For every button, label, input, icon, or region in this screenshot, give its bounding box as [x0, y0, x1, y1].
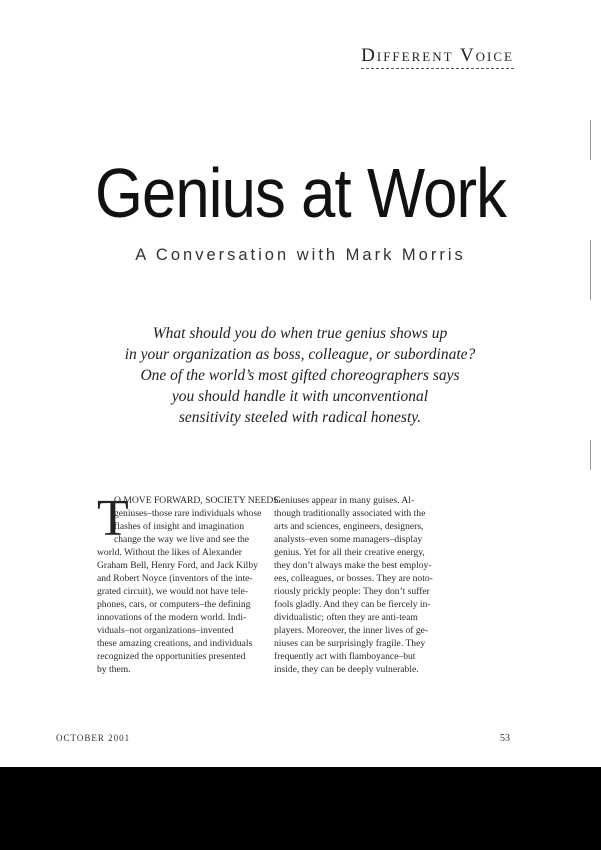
body-column-left — [97, 490, 279, 676]
body-line: recognized the opportunities presented — [97, 651, 246, 662]
body-line: ees, colleagues, or bosses. They are noto- — [274, 573, 433, 584]
body-line: grated circuit), we would not have tele- — [97, 586, 249, 597]
scan-shadow-bar — [0, 767, 601, 850]
body-line: riously prickly people: They don’t suffer — [274, 586, 430, 597]
body-line: geniuses–those rare individuals whose — [114, 508, 262, 519]
article-deck — [40, 323, 560, 428]
page-number: 53 — [500, 733, 510, 744]
body-line: change the way we live and see the — [114, 534, 250, 545]
body-line: Graham Bell, Henry Ford, and Jack Kilby — [97, 560, 258, 571]
body-line: though traditionally associated with the — [274, 508, 426, 519]
body-line: phones, cars, or computers–the defining — [97, 599, 251, 610]
body-line: Geniuses appear in many guises. Al- — [274, 495, 415, 506]
scan-edge-mark — [590, 240, 591, 300]
body-line: niuses can be surprisingly fragile. They — [274, 638, 426, 649]
body-line: innovations of the modern world. Indi- — [97, 612, 247, 623]
article-title: Genius at Work — [94, 154, 507, 232]
body-line: these amazing creations, and individuals — [97, 638, 253, 649]
section-label: Different Voice — [361, 45, 514, 69]
issue-date: OCTOBER 2001 — [56, 733, 131, 743]
body-line: O MOVE FORWARD, SOCIETY NEEDS — [114, 495, 279, 506]
drop-cap: T — [97, 490, 129, 547]
scan-edge-mark — [590, 120, 591, 160]
body-line: arts and sciences, engineers, designers, — [274, 521, 424, 532]
deck-line: you should handle it with unconventional — [171, 388, 429, 405]
body-line: by them. — [97, 664, 131, 675]
deck-line: One of the world’s most gifted choreographers says — [140, 367, 460, 384]
deck-line: sensitivity steeled with radical honesty. — [178, 409, 422, 426]
scan-edge-mark — [590, 440, 591, 470]
body-line: and Robert Noyce (inventors of the inte- — [97, 573, 253, 584]
body-line: analysts–even some managers–display — [274, 534, 423, 545]
deck-line: in your organization as boss, colleague, or subordinate? — [124, 346, 476, 363]
body-line: flashes of insight and imagination — [114, 521, 245, 532]
body-line: dividualistic; often they are anti-team — [274, 612, 418, 623]
body-line: viduals–not organizations–invented — [97, 625, 234, 636]
body-column-right — [274, 494, 446, 676]
deck-line: What should you do when true genius shows up — [152, 325, 448, 342]
body-line: players. Moreover, the inner lives of ge- — [274, 625, 429, 636]
body-line: fools gladly. And they can be fiercely in- — [274, 599, 431, 610]
body-line: world. Without the likes of Alexander — [97, 547, 242, 558]
article-subtitle: A Conversation with Mark Morris — [135, 246, 466, 264]
body-line: genius. Yet for all their creative energy, — [274, 547, 425, 558]
body-line: they don’t always make the best employ- — [274, 560, 432, 571]
body-line: inside, they can be deeply vulnerable. — [274, 664, 419, 675]
body-line: frequently act with flamboyance–but — [274, 651, 416, 662]
